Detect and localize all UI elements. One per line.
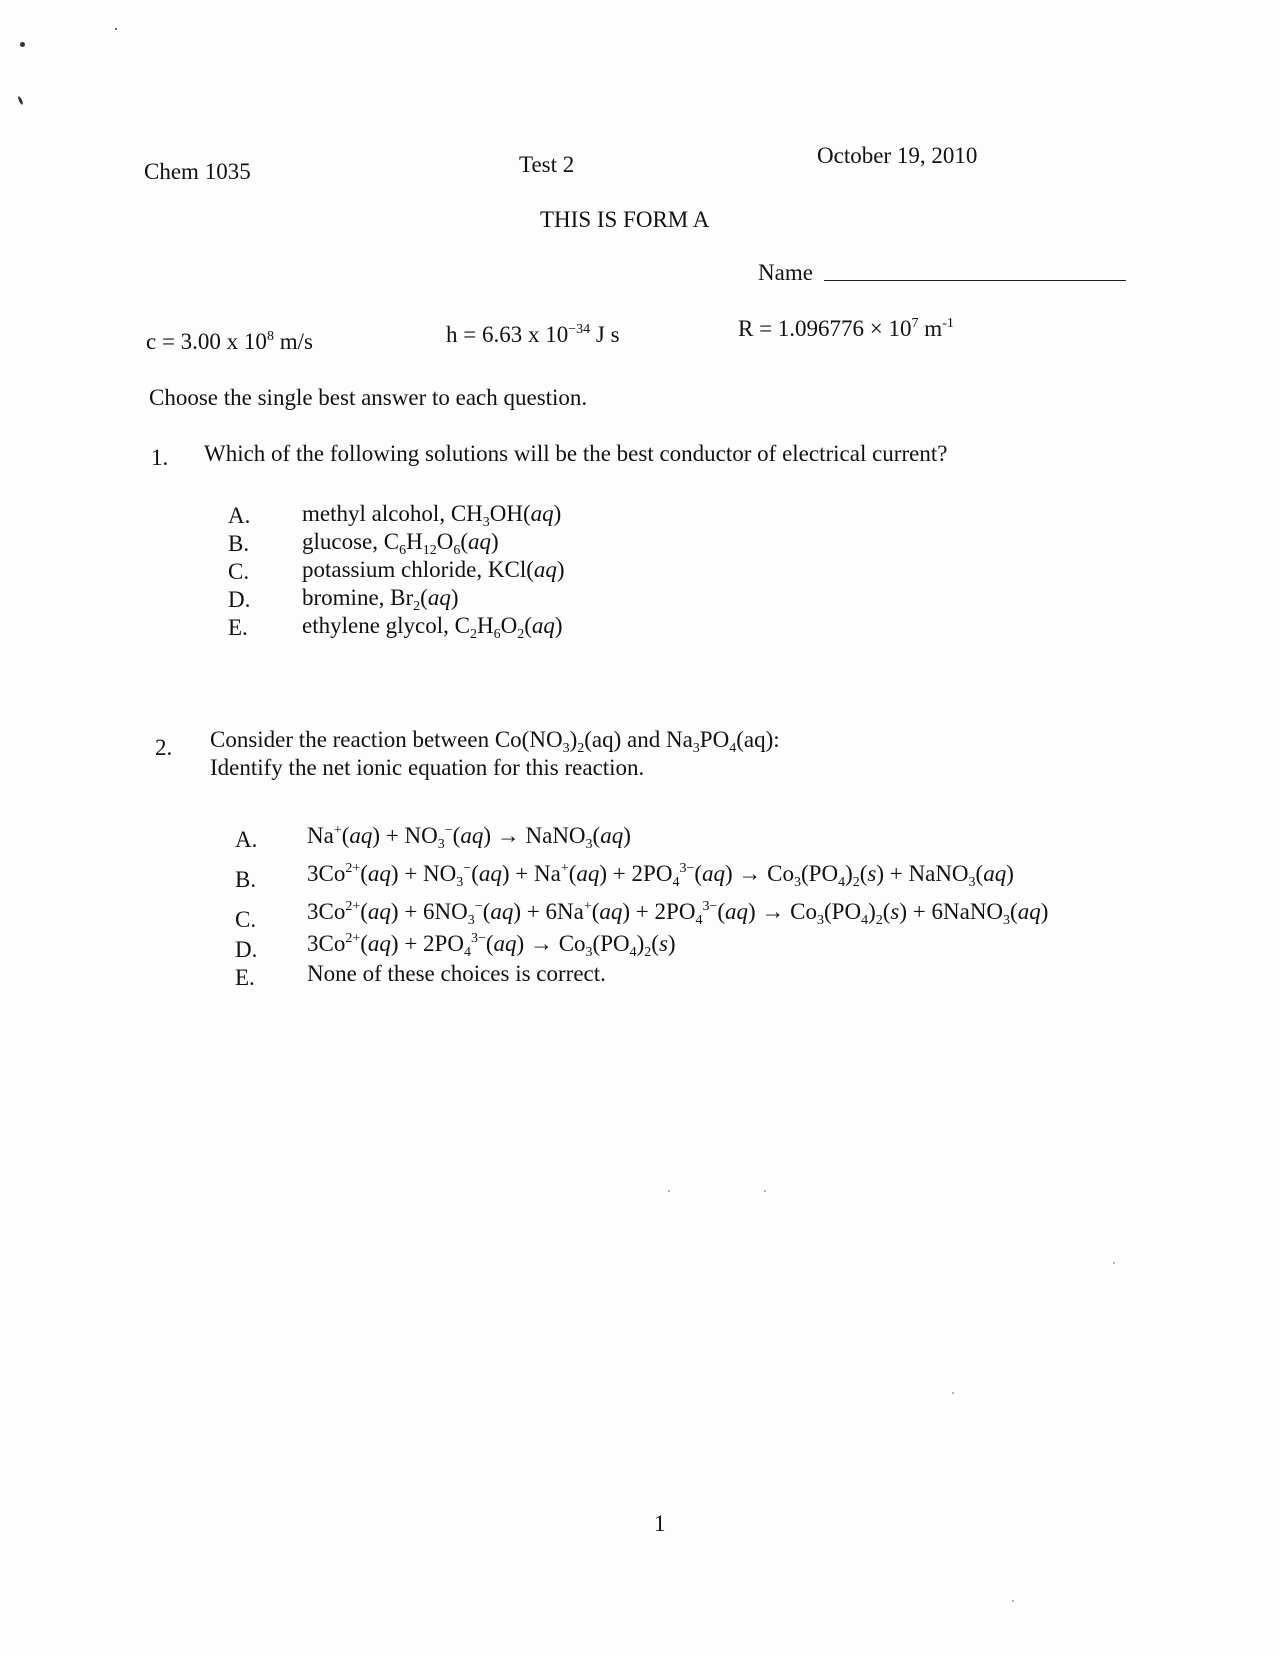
- q2-option-d: $3Co^{2+}(aq) + 2PO_4^{3-}(aq) \to Co_3(PO_4)_2(s)$: [307, 931, 676, 960]
- test-title: Test 2: [519, 152, 575, 177]
- question-2-instruction: Identify the net ionic equation for this reaction.: [210, 755, 645, 780]
- q2-option-letter: E.: [235, 965, 255, 990]
- question-2-number: 2.: [155, 735, 173, 760]
- scan-speck: [20, 42, 25, 47]
- scan-speck: [952, 1392, 954, 1394]
- q1-option-letter: B.: [228, 531, 250, 556]
- constant-planck: h = 6.63 x $10^{-34}$ J s: [446, 322, 620, 347]
- question-1-number: 1.: [151, 445, 169, 470]
- name-field-line: [824, 280, 1126, 281]
- q1-option-c: potassium chloride, KCl(aq): [302, 557, 565, 582]
- question-2-text: Consider the reaction between $Co(NO_3)_2(aq)$ and $Na_3PO_4(aq)$:: [210, 727, 780, 756]
- q2-option-letter: A.: [235, 827, 258, 852]
- scan-speck: [115, 28, 117, 30]
- scan-speck: [1012, 1600, 1014, 1602]
- q2-option-b: $3Co^{2+}(aq) + NO_3^-(aq) + Na^+(aq) + 2PO_4^{3-}(aq) \to Co_3(PO_4)_2(s)$ + NaNO$_3$(aq): [307, 861, 1014, 890]
- scan-speck: [668, 1190, 670, 1192]
- scan-speck: [1113, 1262, 1115, 1264]
- q1-option-letter: C.: [228, 559, 250, 584]
- q2-option-c: $3Co^{2+}(aq) + 6NO_3^-(aq) + 6Na^+(aq) + 2PO_4^{3-}(aq) \to Co_3(PO_4)_2(s)$ + 6NaNO$_3$(aq): [307, 899, 1049, 928]
- test-date: October 19, 2010: [817, 143, 978, 168]
- page-number: 1: [654, 1511, 666, 1536]
- q2-option-letter: D.: [235, 937, 258, 962]
- q2-option-letter: B.: [235, 867, 257, 892]
- constant-speed-of-light: c = 3.00 x $10^8$ m/s: [146, 329, 313, 354]
- q1-option-letter: A.: [228, 503, 251, 528]
- question-1-text: Which of the following solutions will be the best conductor of electrical current?: [204, 441, 948, 466]
- q1-option-d: bromine, $Br_2(aq)$: [302, 585, 459, 614]
- form-label: THIS IS FORM A: [540, 207, 710, 232]
- name-label: Name: [758, 260, 813, 285]
- q1-option-a: methyl alcohol, $CH_3OH(aq)$: [302, 501, 562, 530]
- scan-speck: [17, 96, 24, 105]
- scan-speck: [764, 1190, 766, 1192]
- q1-option-b: glucose, $C_6H_{12}O_6(aq)$: [302, 529, 499, 558]
- q1-option-e: ethylene glycol, $C_2H_6O_2(aq)$: [302, 613, 563, 642]
- instructions: Choose the single best answer to each question.: [149, 385, 588, 410]
- q2-option-a: $Na^+(aq) + NO_3^-(aq)$ → NaNO$_3$(aq): [307, 823, 631, 852]
- q1-option-letter: E.: [228, 615, 248, 640]
- constant-rydberg: $R = 1.096776 \times 10^7$ $m^{-1}$: [738, 316, 954, 341]
- q1-option-letter: D.: [228, 587, 251, 612]
- course-title: Chem 1035: [144, 159, 251, 184]
- q2-option-e: None of these choices is correct.: [307, 961, 606, 986]
- q2-option-letter: C.: [235, 907, 257, 932]
